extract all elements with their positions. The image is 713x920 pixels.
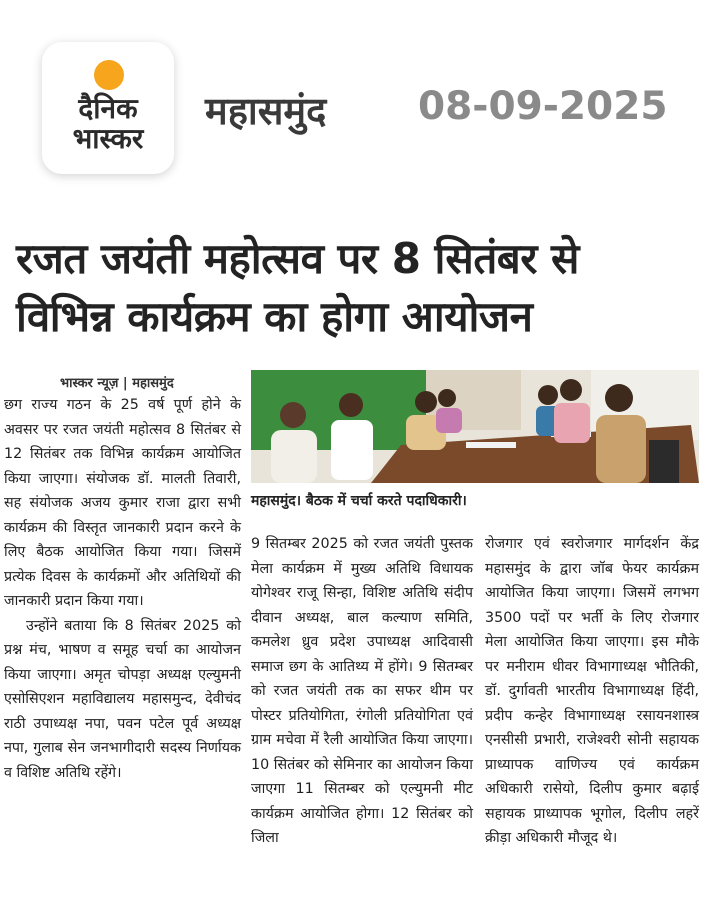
sun-logo-icon (94, 60, 124, 90)
article-headline (16, 230, 706, 346)
column3-paragraph: रोजगार एवं स्वरोजगार मार्गदर्शन केंद्र महासमुंद के द्वारा जॉब फेयर कार्यक्रम आयोजित किया जाएगा। जिसमें लगभग 3500 पदों पर भर्ती के लिए रोजगार मेला आयोजित किया जाएगा। इस मौके पर मनीराम धीवर विभागाध्यक्ष भौतिकी, डॉ. दुर्गावती भारतीय विभागाध्यक्ष हिंदी, प्रदीप कन्हेर विभागाध्यक्ष रसायनशास्त्र एनसीसी प्रभारी, राजेश्वरी सोनी सहायक प्राध्यापक वाणिज्य एवं कार्यक्रम अधिकारी रासेयो, दिलीप कुमार बढ़ाई सहायक प्राध्यापक भूगोल, दिलीप लहरें क्रीड़ा अधिकारी मौजूद थे। (485, 536, 699, 846)
city-name: महासमुंद (205, 89, 327, 133)
headline-line2: विभिन्न कार्यक्रम का होगा आयोजन (16, 292, 533, 341)
article-column-2 (251, 532, 473, 851)
column1-paragraph1: छग राज्य गठन के 25 वर्ष पूर्ण होने के अवसर पर रजत जयंती महोत्सव 8 सितंबर से 12 सितंबर तक विभिन्न कार्यक्रम आयोजित किया जाएगा। संयोजक डॉ. मालती तिवारी, सह संयोजक अजय कुमार राजा द्वारा सभी कार्यक्रम की विस्तृत जानकारी प्रदान करने के लिए बैठक आयोजित किया गया। जिसमें प्रत्येक दिवस के कार्यक्रमों और अतिथियों की जानकारी प्रदान किया गया। (4, 397, 241, 609)
article-column-3 (485, 532, 699, 851)
byline: भास्कर न्यूज़ | महासमुंद (60, 376, 174, 391)
meeting-photo-image (251, 370, 699, 483)
meeting-photo (251, 370, 699, 483)
article-column-1 (4, 393, 241, 785)
column2-paragraph: 9 सितम्बर 2025 को रजत जयंती पुस्तक मेला कार्यक्रम में मुख्य अतिथि विधायक योगेश्वर राजू सिन्हा, विशिष्ट अतिथि संदीप दीवान अध्यक्ष, बाल कल्याण समिति, कमलेश ध्रुव प्रदेश उपाध्यक्ष आदिवासी समाज छग के आतिथ्य में होंगे। 9 सितम्बर को रजत जयंती तक का सफर थीम पर पोस्टर प्रतियोगिता, रंगोली प्रतियोगिता एवं ग्राम मचेवा में रैली आयोजित किया जाएगा। 10 सितंबर को सेमिनार का आयोजन किया जाएगा 11 सितम्बर को एल्युमनी मीट कार्यक्रम आयोजित होगा। 12 सितंबर को जिला (251, 536, 473, 846)
publication-date: 08-09-2025 (418, 84, 668, 129)
newspaper-logo (42, 42, 174, 174)
logo-text-line2: भास्कर (72, 122, 144, 155)
headline-line1: रजत जयंती महोत्सव पर 8 सितंबर से (16, 234, 579, 283)
photo-caption: महासमुंद। बैठक में चर्चा करते पदाधिकारी। (251, 493, 467, 509)
logo-text-line1: दैनिक (78, 92, 138, 125)
column1-paragraph2: उन्होंने बताया कि 8 सितंबर 2025 को प्रश्न मंच, भाषण व समूह चर्चा का आयोजन किया जाएगा। अमृत चोपड़ा अध्यक्ष एल्युमनी एसोसिएशन महाविद्यालय महासमुन्द, देवीचंद राठी उपाध्यक्ष नपा, पवन पटेल पूर्व अध्यक्ष नपा, गुलाब सेन जनभागीदारी सदस्य निर्णायक व विशिष्ट अतिथि रहेंगे। (4, 617, 241, 781)
